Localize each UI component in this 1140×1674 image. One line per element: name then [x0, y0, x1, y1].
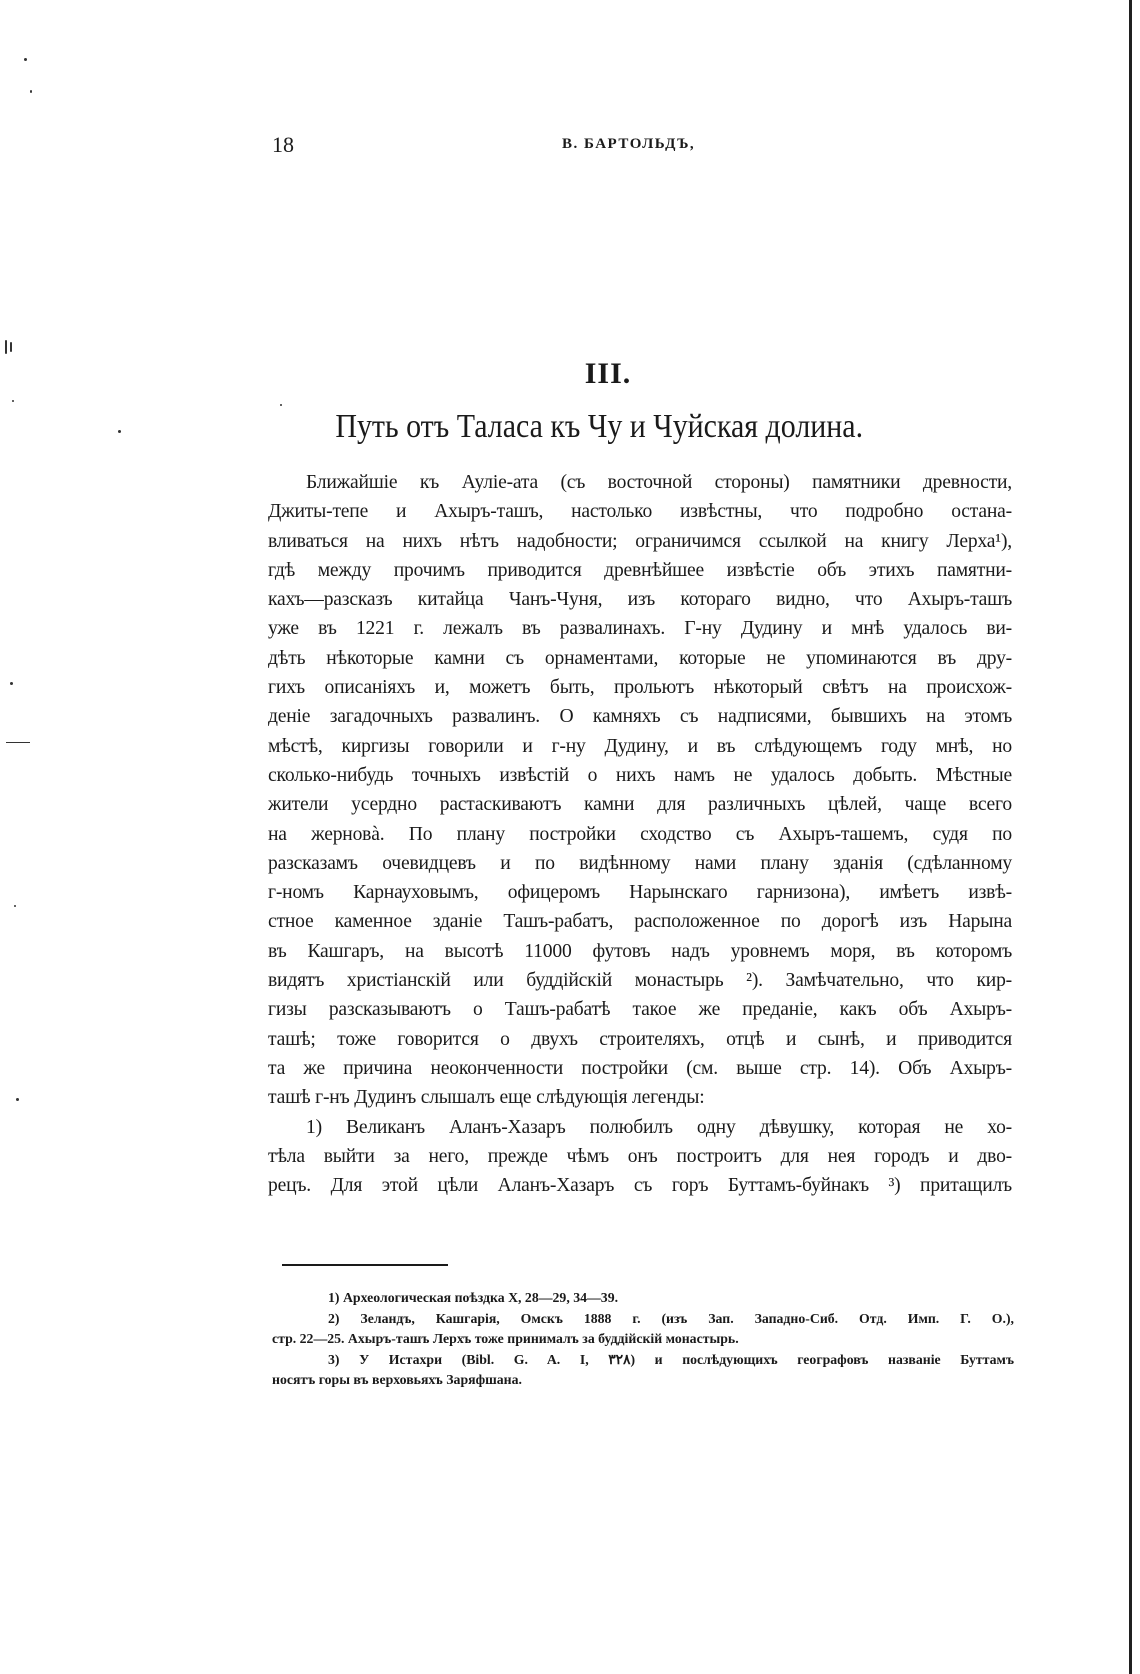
text-line: видятъ христіанскій или буддійскій монастырь ²). Замѣчательно, что кир- [268, 970, 1012, 992]
text-line: на жерновà. По плану постройки сходство съ Ахыръ-ташемъ, судя по [268, 823, 1012, 845]
speck [118, 430, 121, 433]
footnotes [272, 1288, 1014, 1391]
speck [6, 742, 30, 743]
text-line: въ Кашгаръ, на высотѣ 11000 футовъ надъ уровнемъ моря, въ которомъ [268, 940, 1012, 962]
footnote-line: 3) У Истахри (Bibl. G. A. I, ۳۲۸) и послѣдующихъ географовъ названіе Буттамъ [328, 1351, 1014, 1367]
text-line: тѣла выйти за него, прежде чѣмъ онъ построитъ для нея городъ и дво- [268, 1145, 1012, 1167]
text-line: гдѣ между прочимъ приводится древнѣйшее извѣстіе объ этихъ памятни- [268, 559, 1012, 581]
speck [12, 400, 14, 402]
text-line: разсказамъ очевидцевъ и по видѣнному нами плану зданія (сдѣланному [268, 852, 1012, 874]
text-line: гихъ описаніяхъ и, можетъ быть, прольютъ нѣкоторый свѣтъ на происхож- [268, 677, 1012, 699]
chapter-number: III. [584, 357, 632, 390]
speck [14, 905, 16, 907]
text-line: уже въ 1221 г. лежалъ въ развалинахъ. Г-ну Дудину и мнѣ удалось ви- [268, 618, 1012, 640]
text-line: ташѣ; тоже говорится о двухъ строителяхъ, отцѣ и сынѣ, и приводится [268, 1028, 1012, 1050]
text-line: 1) Великанъ Аланъ-Хазаръ полюбилъ одну дѣвушку, которая не хо- [306, 1116, 1012, 1138]
text-line: гизы разсказываютъ о Ташъ-рабатѣ такое же преданіе, какъ объ Ахыръ- [268, 999, 1012, 1021]
page-number: 18 [272, 132, 294, 157]
page-header [272, 132, 712, 162]
speck [10, 682, 13, 685]
text-line: стное каменное зданіе Ташъ-рабатъ, расположенное по дорогѣ изъ Нарына [268, 911, 1012, 933]
speck [24, 58, 27, 61]
text-line: жители усердно растаскиваютъ камни для различныхъ цѣлей, чаще всего [268, 794, 1012, 816]
text-line: рецъ. Для этой цѣли Аланъ-Хазаръ съ горъ Буттамъ-буйнакъ ³) притащилъ [268, 1175, 1012, 1197]
footnote-line: 1) Археологическая поѣздка X, 28—29, 34—39. [328, 1290, 619, 1305]
text-line: деніе загадочныхъ развалинъ. О камняхъ съ надписями, бывшихъ на этомъ [268, 706, 1012, 728]
body-text [268, 468, 1012, 1200]
text-line: мѣстѣ, киргизы говорили и г-ну Дудину, и въ слѣдующемъ году мнѣ, но [268, 735, 1012, 757]
scan-edge-shadow [1129, 0, 1132, 1674]
chapter-title: Путь отъ Таласа къ Чу и Чуйская долина. [335, 408, 864, 445]
text-line: ташѣ г-нъ Дудинъ слышалъ еще слѣдующія легенды: [268, 1087, 705, 1109]
footnote-divider [282, 1264, 448, 1266]
text-line: вливаться на нихъ нѣтъ надобности; ограничимся ссылкой на книгу Лерха¹), [268, 530, 1012, 552]
speck [5, 340, 7, 354]
running-head: В. БАРТОЛЬДЪ, [562, 136, 696, 152]
speck [10, 342, 12, 352]
text-line: Ближайшіе къ Ауліе-ата (съ восточной стороны) памятники древности, [306, 472, 1012, 493]
footnote-line: носятъ горы въ верховьяхъ Заряфшана. [272, 1372, 522, 1387]
text-line: кахъ—разсказъ китайца Чанъ-Чуня, изъ котораго видно, что Ахыръ-ташъ [268, 589, 1012, 611]
text-line: Джиты-тепе и Ахыръ-ташъ, настолько извѣстны, что подробно остана- [268, 501, 1012, 523]
footnote-line: 2) Зеландъ, Кашгарія, Омскъ 1888 г. (изъ Зап. Западно-Сиб. Отд. Имп. Г. О.), [328, 1310, 1014, 1326]
text-line: та же причина неоконченности постройки (см. выше стр. 14). Объ Ахыръ- [268, 1057, 1012, 1079]
speck [280, 404, 282, 406]
footnote-line: стр. 22—25. Ахыръ-ташъ Лерхъ тоже принималъ за буддійскій монастырь. [272, 1331, 739, 1346]
speck [30, 90, 32, 93]
text-line: дѣть нѣкоторые камни съ орнаментами, которые не упоминаются въ дру- [268, 647, 1012, 669]
text-line: сколько-нибудь точныхъ извѣстій о нихъ намъ не удалось добыть. Мѣстные [268, 764, 1012, 786]
text-line: г-номъ Карнауховымъ, офицеромъ Нарынскаго гарнизона), имѣетъ извѣ- [268, 882, 1012, 904]
speck [16, 1098, 19, 1101]
